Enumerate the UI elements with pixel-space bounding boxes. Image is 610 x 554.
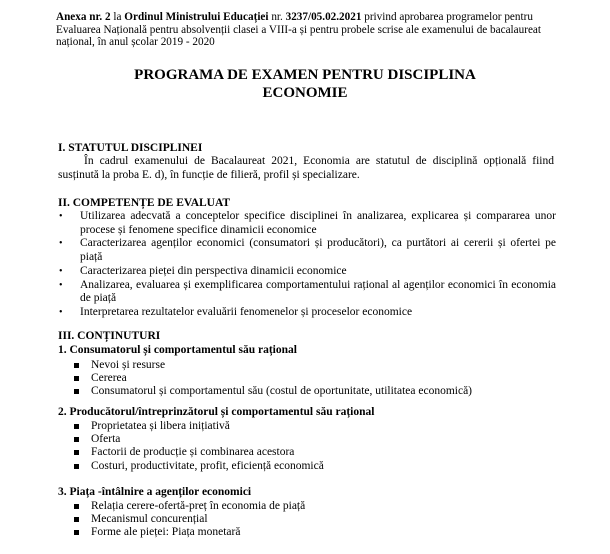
document-title-line2: ECONOMIE xyxy=(262,85,348,101)
header-la: la xyxy=(110,11,125,23)
content-group-3-list xyxy=(73,500,305,540)
content-group-2-title: 2. Producătorul/întreprinzătorul și comportamentul său rațional xyxy=(58,406,375,418)
order-number: 3237/05.02.2021 xyxy=(285,11,362,23)
header-rest: privind aprobarea programelor pentru Evaluarea Națională pentru absolvenții clasei a VIII-a și pentru probele scrise ale examenului de bacalaureat național, în anul școlar 2019 - 2020 xyxy=(56,11,541,49)
list-item: • Interpretarea rezultatelor evaluării fenomenelor și proceselor economice xyxy=(58,306,556,320)
document-title-line1: PROGRAMA DE EXAMEN PENTRU DISCIPLINA xyxy=(134,67,476,83)
list-item: Oferta xyxy=(73,433,324,446)
list-item: Mecanismul concurențial xyxy=(73,513,305,526)
list-item: Relația cerere-ofertă-preț în economia de piață xyxy=(73,500,305,513)
section1-text: În cadrul examenului de Bacalaureat 2021, Economia are statutul de disciplină opțională fiind susținută la proba E. d), în funcție de filieră, profil și specializare. xyxy=(58,155,554,181)
section1-paragraph xyxy=(58,155,554,182)
list-item: Costuri, productivitate, profit, eficiență economică xyxy=(73,460,324,473)
section2-heading: II. COMPETENȚE DE EVALUAT xyxy=(58,197,231,209)
list-item: Consumatorul și comportamentul său (costul de oportunitate, utilitatea economică) xyxy=(73,385,472,398)
list-item: • Analizarea, evaluarea și exemplificarea comportamentului rațional al agenților economici în economia de piață xyxy=(58,279,556,306)
content-group-1-list xyxy=(73,359,472,399)
list-item: • Caracterizarea pieței din perspectiva dinamicii economice xyxy=(58,265,556,279)
competences-list xyxy=(58,210,556,320)
document-header xyxy=(56,11,554,49)
section1-heading: I. STATUTUL DISCIPLINEI xyxy=(58,142,203,154)
content-group-1-title: 1. Consumatorul și comportamentul său rațional xyxy=(58,344,297,356)
list-item: Forme ale pieței: Piața monetară xyxy=(73,526,305,539)
list-item: • Caracterizarea agenților economici (consumatori și producători), ca purtători ai cererii și ofertei pe piață xyxy=(58,237,556,264)
order-label: Ordinul Ministrului Educației xyxy=(124,11,269,23)
list-item: • Utilizarea adecvată a conceptelor specifice disciplinei în analizarea, explicarea și compararea unor procese și fenomene specifice dinamicii economice xyxy=(58,210,556,237)
list-item: Proprietatea și libera inițiativă xyxy=(73,420,324,433)
list-item: Nevoi și resurse xyxy=(73,359,472,372)
annex-label: Anexa nr. 2 xyxy=(56,11,111,23)
content-group-2-list xyxy=(73,420,324,473)
content-group-3-title: 3. Piața -întâlnire a agenților economici xyxy=(58,486,252,498)
list-item: Factorii de producție și combinarea acestora xyxy=(73,446,324,459)
header-nr: nr. xyxy=(268,11,286,23)
section3-heading: III. CONȚINUTURI xyxy=(58,330,161,342)
list-item: Cererea xyxy=(73,372,472,385)
